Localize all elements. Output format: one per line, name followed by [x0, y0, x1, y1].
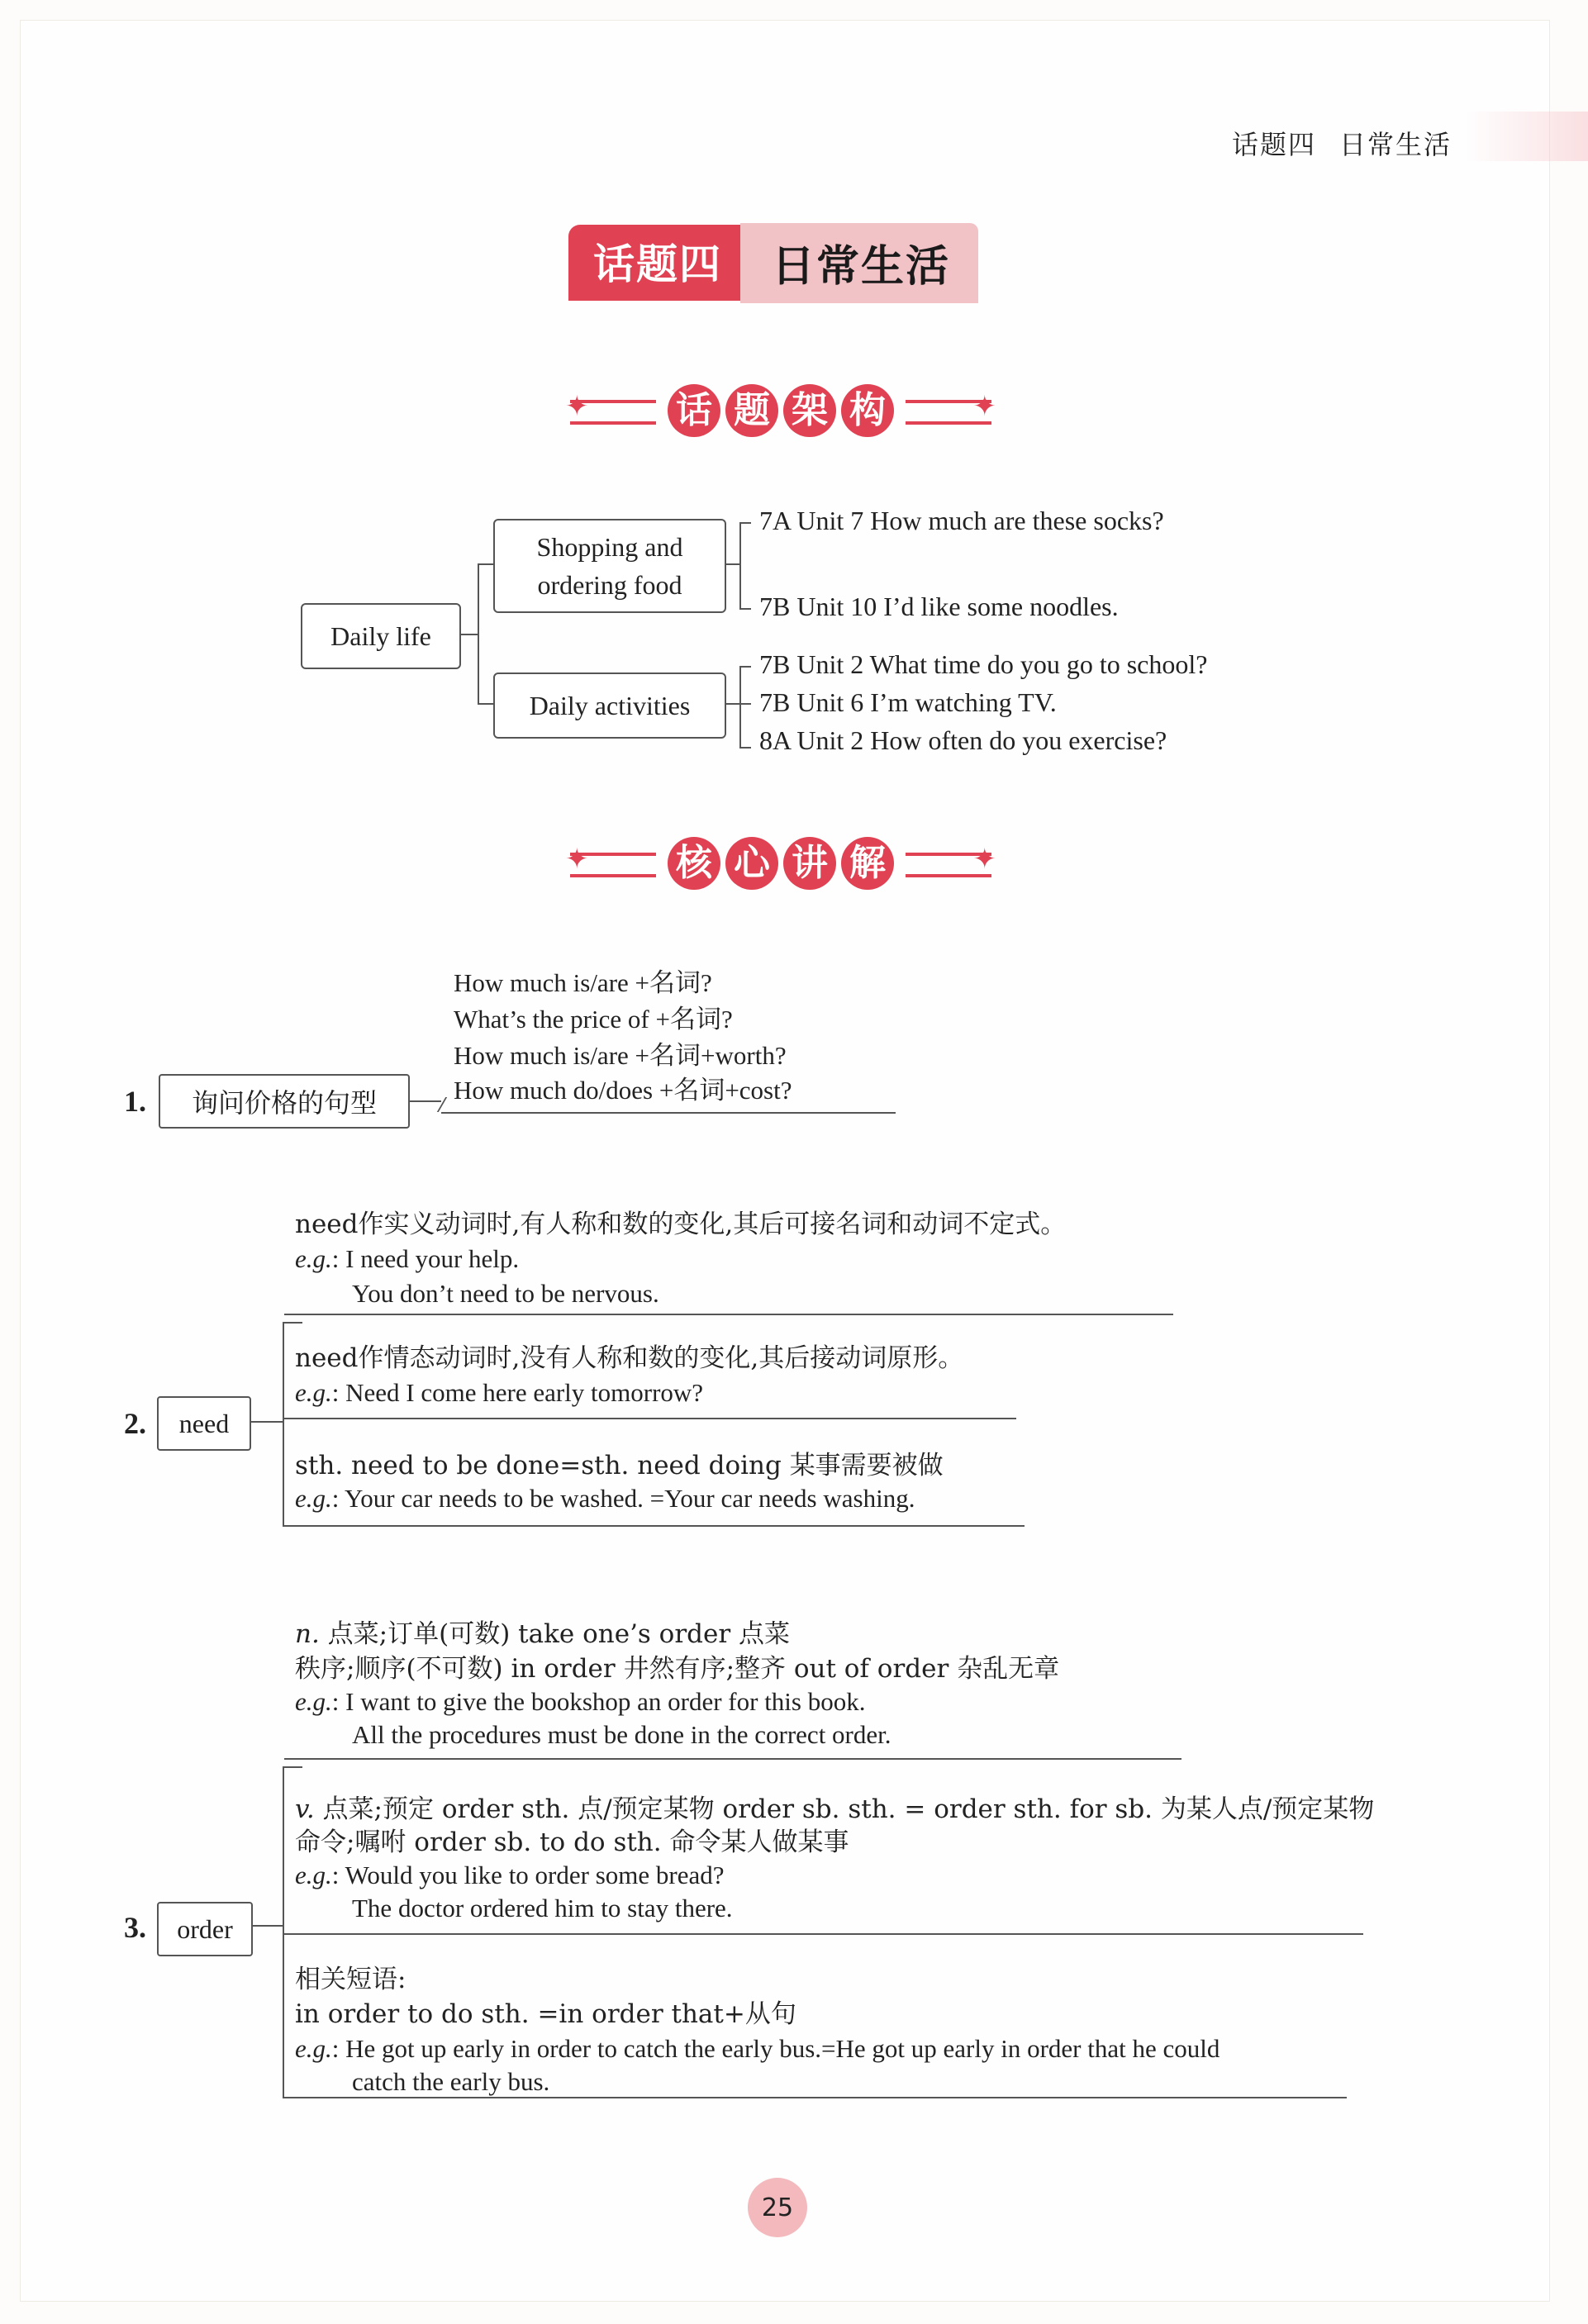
unit-item: 7B Unit 10 I’d like some noodles. — [759, 592, 1119, 621]
item-label: need — [157, 1396, 251, 1451]
banner-char: 讲 — [783, 837, 836, 890]
unit-item: 7B Unit 2 What time do you go to school? — [759, 649, 1208, 679]
example-line: All the procedures must be done in the correct order. — [352, 1720, 891, 1749]
example-line: e.g.: Need I come here early tomorrow? — [295, 1378, 704, 1407]
connector — [478, 563, 494, 565]
connector — [459, 634, 478, 635]
connector — [725, 563, 739, 565]
topic-title-banner — [568, 225, 978, 301]
item-label: order — [157, 1902, 253, 1956]
mindmap-branch-daily: Daily activities — [493, 672, 726, 739]
connector — [283, 1766, 302, 1768]
running-head-title: 日常生活 — [1338, 129, 1452, 160]
banner-char: 解 — [841, 837, 894, 890]
explanation-line: need作实义动词时,有人称和数的变化,其后可接名词和动词不定式。 — [295, 1210, 1067, 1239]
connector — [725, 703, 739, 705]
topic-name: 日常生活 — [740, 223, 978, 303]
banner-char: 心 — [725, 837, 778, 890]
explanation-line: v. 点菜;预定 order sth. 点/预定某物 order sb. sth. = order sth. for sb. 为某人点/预定某物 — [295, 1794, 1375, 1824]
example-line: e.g.: Your car needs to be washed. =Your car needs washing. — [295, 1484, 915, 1513]
connector — [441, 1112, 896, 1114]
explanation-line: 命令;嘱咐 order sb. to do sth. 命令某人做某事 — [295, 1827, 849, 1857]
page — [21, 21, 1549, 2301]
divider — [284, 1525, 1025, 1527]
example-line: e.g.: He got up early in order to catch the early bus.=He got up early in order that he could — [295, 2034, 1220, 2063]
star-icon: ✦ — [565, 843, 589, 876]
example-line: You don’t need to be nervous. — [352, 1279, 659, 1308]
pattern-line: How much is/are +名词+worth? — [454, 1041, 787, 1070]
connector — [739, 666, 751, 668]
star-icon: ✦ — [972, 843, 996, 876]
pattern-line: How much do/does +名词+cost? — [454, 1076, 792, 1105]
banner-char: 题 — [725, 384, 778, 437]
explanation-line: sth. need to be done=sth. need doing 某事需要被做 — [295, 1451, 944, 1480]
mindmap-root: Daily life — [301, 603, 461, 669]
divider — [284, 1418, 1016, 1419]
connector — [478, 703, 494, 705]
connector — [739, 522, 751, 524]
example-line: The doctor ordered him to stay there. — [352, 1894, 733, 1922]
topic-tag: 话题四 — [568, 225, 747, 301]
connector — [739, 747, 751, 749]
star-icon: ✦ — [565, 390, 589, 423]
page-number: 25 — [748, 2178, 807, 2237]
running-head — [1232, 124, 1452, 162]
item-number: 3. — [124, 1911, 146, 1944]
banner-char: 核 — [668, 837, 720, 890]
unit-item: 7B Unit 6 I’m watching TV. — [759, 687, 1057, 717]
explanation-line: 秩序;顺序(不可数) in order 井然有序;整齐 out of order 杂乱无章 — [295, 1654, 1060, 1684]
connector — [251, 1925, 283, 1927]
divider — [284, 1314, 1173, 1315]
section-banner-structure — [565, 373, 996, 448]
example-line: e.g.: I need your help. — [295, 1244, 520, 1273]
item-number: 2. — [124, 1407, 146, 1440]
explanation-line: need作情态动词时,没有人称和数的变化,其后接动词原形。 — [295, 1343, 964, 1373]
divider — [284, 1758, 1181, 1760]
connector — [739, 608, 751, 610]
running-head-topic: 话题四 — [1231, 129, 1316, 160]
explanation-line: in order to do sth. =in order that+从句 — [295, 1999, 796, 2029]
unit-item: 7A Unit 7 How much are these socks? — [759, 506, 1164, 535]
connector — [283, 1322, 302, 1324]
explanation-line: n. 点菜;订单(可数) take one’s order 点菜 — [295, 1619, 791, 1649]
connector — [283, 1766, 284, 2097]
section-banner-core — [565, 826, 996, 901]
item-number: 1. — [124, 1085, 146, 1118]
connector — [478, 563, 479, 704]
connector — [739, 522, 741, 610]
unit-item: 8A Unit 2 How often do you exercise? — [759, 725, 1167, 755]
connector — [283, 1322, 284, 1525]
connector — [739, 703, 751, 705]
connector — [739, 666, 741, 749]
example-line: e.g.: Would you like to order some bread? — [295, 1861, 725, 1889]
banner-char: 话 — [668, 384, 720, 437]
item-label: 询问价格的句型 — [159, 1074, 410, 1129]
pattern-line: How much is/are +名词? — [454, 968, 712, 997]
corner-decoration — [1464, 112, 1588, 161]
mindmap-branch-shopping: Shopping and ordering food — [493, 519, 726, 613]
connector — [250, 1421, 283, 1423]
connector — [408, 1100, 441, 1102]
example-line: catch the early bus. — [352, 2067, 550, 2096]
banner-char: 构 — [841, 384, 894, 437]
star-icon: ✦ — [972, 390, 996, 423]
divider — [284, 1933, 1363, 1935]
example-line: e.g.: I want to give the bookshop an order for this book. — [295, 1687, 866, 1716]
banner-char: 架 — [783, 384, 836, 437]
pattern-line: What’s the price of +名词? — [454, 1005, 733, 1034]
explanation-line: 相关短语: — [295, 1965, 407, 1994]
